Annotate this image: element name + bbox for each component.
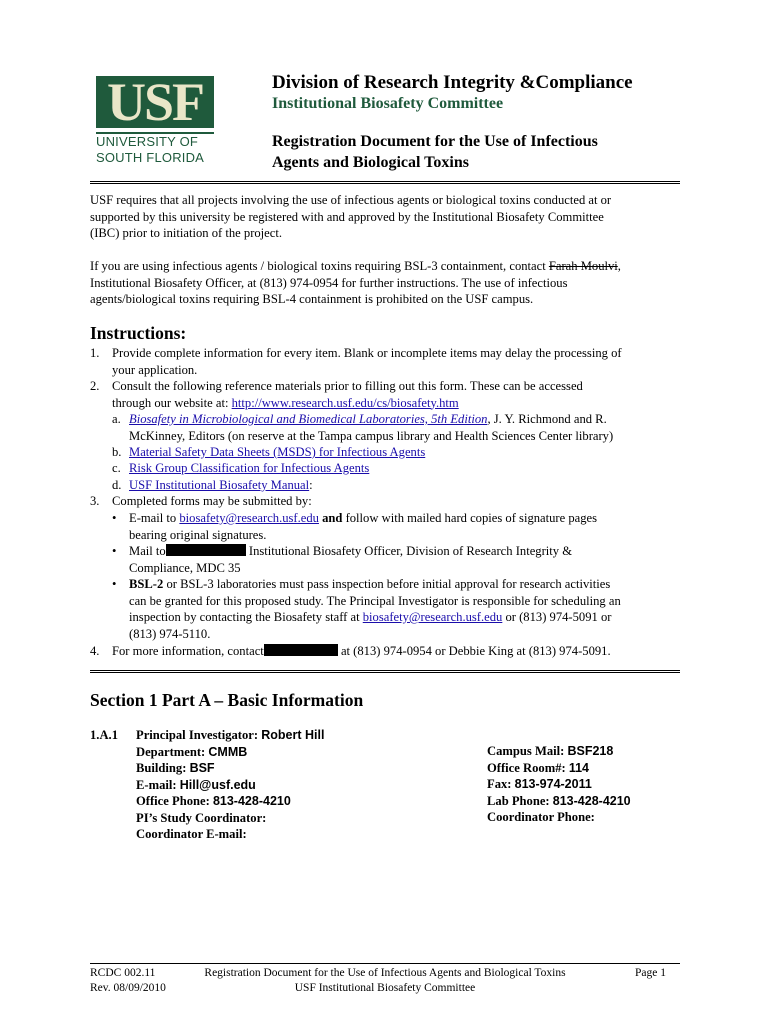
redacted-contact	[264, 644, 338, 656]
instruction-1: 1. Provide complete information for every item. Blank or incomplete items may delay the processing of your application.	[90, 346, 622, 377]
document-title: Registration Document for the Use of Infectious Agents and Biological Toxins	[272, 133, 598, 171]
submit-bullet-inspection: • BSL-2 or BSL-3 laboratories must pass inspection before initial approval for research activities can be granted for this proposed study. The Principal Investigator is responsible for scheduling an inspection by contacting the Biosafety staff at biosafety@research.usf.edu or (813) 974-5091 or (813) 974-5110.	[112, 577, 621, 641]
intro-paragraph-1: USF requires that all projects involving the use of infectious agents or biological toxins conducted at or supported by this university be registered with and approved by the Institutional Biosafety Committee (IBC) prior to initiation of the project.	[90, 193, 612, 240]
item-number: 1.A.1	[90, 728, 118, 742]
biosafety-manual-link[interactable]: USF Institutional Biosafety Manual	[129, 478, 310, 492]
risk-group-link[interactable]: Risk Group Classification for Infectious Agents	[129, 461, 370, 475]
fax-value: 813-974-2011	[514, 777, 592, 791]
campus-mail-value: BSF218	[567, 744, 614, 758]
pi-value: Robert Hill	[261, 728, 325, 742]
section-heading: Section 1 Part A – Basic Information	[90, 690, 364, 710]
email-value: Hill@usf.edu	[179, 777, 256, 792]
office-room-value: 114	[568, 760, 590, 775]
logo-line-1: UNIVERSITY OF	[96, 134, 199, 149]
struck-contact-name: Farah Moulvi	[548, 259, 618, 273]
reference-d: d. USF Institutional Biosafety Manual:	[112, 478, 313, 492]
intro-paragraph-2: If you are using infectious agents / biological toxins requiring BSL-3 containment, contact Farah Moulvi, Institutional Biosafety Officer, at (813) 974-0954 for further instructions. The use of infectious agents/biological toxins requiring BSL-4 containment is prohibited on the USF campus.	[90, 259, 621, 306]
reference-b: b. Material Safety Data Sheets (MSDS) for Infectious Agents	[112, 445, 426, 459]
instruction-2: 2. Consult the following reference materials prior to filling out this form. These can be accessed through our website at: http://www.research.usf.edu/cs/biosafety.htm	[90, 379, 583, 410]
msds-link[interactable]: Material Safety Data Sheets (MSDS) for Infectious Agents	[129, 445, 426, 459]
footer-center: Registration Document for the Use of Infectious Agents and Biological Toxins USF Institutional Biosafety Committee	[204, 967, 566, 994]
building-value: BSF	[189, 761, 215, 775]
submit-bullet-email: • E-mail to biosafety@research.usf.edu and follow with mailed hard copies of signature pages bearing original signatures.	[112, 511, 598, 542]
page-number: Page 1	[635, 967, 666, 979]
inspection-email-link[interactable]: biosafety@research.usf.edu	[362, 610, 503, 624]
pi-right-column: Campus Mail: BSF218 Office Room#: 114 Fax: 813-974-2011 Lab Phone: 813-428-4210 Coordinator Phone:	[487, 744, 631, 824]
submit-bullet-mail: • Mail to Institutional Biosafety Officer, Division of Research Integrity & Compliance, MDC 35	[112, 544, 573, 575]
committee-subtitle: Institutional Biosafety Committee	[272, 95, 504, 112]
biosafety-email-link[interactable]: biosafety@research.usf.edu	[179, 511, 319, 525]
instructions-heading: Instructions:	[90, 323, 187, 343]
instruction-3: 3. Completed forms may be submitted by:	[90, 494, 312, 508]
section-rule	[90, 670, 680, 675]
office-phone-value: 813-428-4210	[212, 794, 291, 808]
coordinator-email-label: Coordinator E-mail:	[136, 827, 247, 841]
redacted-name	[166, 544, 246, 556]
biosafety-website-link[interactable]: http://www.research.usf.edu/cs/biosafety.htm	[231, 395, 459, 410]
division-title: Division of Research Integrity &Compliance	[272, 72, 633, 93]
reference-a: a. Biosafety in Microbiological and Biomedical Laboratories, 5th Edition, J. Y. Richmond and R. McKinney, Editors (on reserve at the Tampa campus library and Health Sciences Center library)	[112, 412, 614, 443]
pi-left-column: Principal Investigator: Robert Hill Department: CMMB Building: BSF E-mail: Hill@usf.edu Office Phone: 813-428-4210 PI’s Study Coordinator: Coordinator E-mail:	[136, 728, 325, 841]
logo-line-2: SOUTH FLORIDA	[96, 150, 205, 165]
bmbl-link[interactable]: Biosafety in Microbiological and Biomedical Laboratories, 5th Edition	[129, 412, 488, 426]
department-value: CMMB	[208, 744, 248, 759]
footer-left: RCDC 002.11 Rev. 08/09/2010	[90, 967, 166, 994]
coordinator-label: PI’s Study Coordinator:	[136, 810, 267, 825]
header-rule	[90, 181, 680, 186]
footer-rule	[90, 963, 680, 964]
coordinator-phone-label: Coordinator Phone:	[487, 810, 595, 824]
lab-phone-value: 813-428-4210	[552, 793, 631, 808]
instruction-4: 4. For more information, contact at (813) 974-0954 or Debbie King at (813) 974-5091.	[90, 644, 611, 658]
reference-c: c. Risk Group Classification for Infectious Agents	[112, 461, 370, 475]
usf-logo: USF	[96, 76, 214, 128]
